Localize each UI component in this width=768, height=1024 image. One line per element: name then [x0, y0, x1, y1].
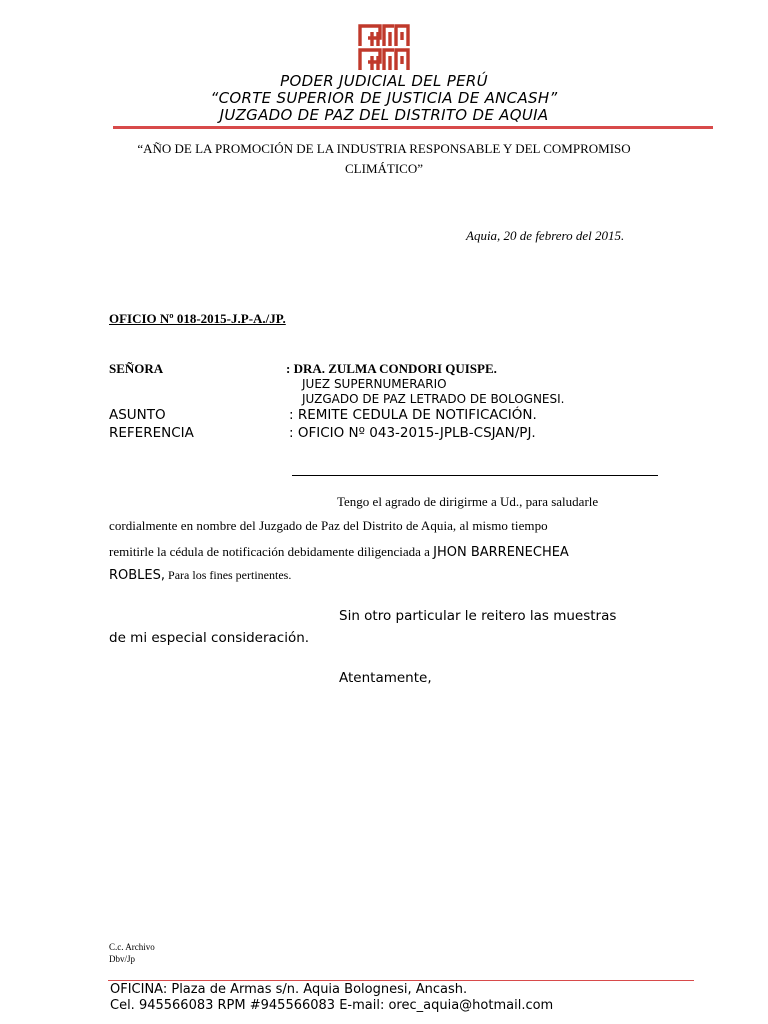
- footer-contact: Cel. 945566083 RPM #945566083 E-mail: orec_aquia@hotmail.com: [110, 998, 554, 1013]
- year-motto-line1: “AÑO DE LA PROMOCIÓN DE LA INDUSTRIA RESPONSABLE Y DEL COMPROMISO: [137, 141, 631, 156]
- recipient-label: SEÑORA: [109, 361, 164, 376]
- judiciary-logo-icon: [356, 22, 412, 74]
- body-p1-line3: [109, 541, 569, 560]
- separator-line: [292, 475, 658, 476]
- subject-label: ASUNTO: [109, 407, 166, 423]
- body-p1-line4-text: Para los fines pertinentes.: [165, 568, 292, 582]
- recipient-title: JUEZ SUPERNUMERARIO: [302, 377, 447, 391]
- body-p2-line2: de mi especial consideración.: [109, 630, 310, 646]
- footer-divider: [108, 980, 694, 981]
- body-p1-line4: [109, 564, 291, 583]
- year-motto-line2: CLIMÁTICO”: [345, 161, 423, 176]
- reference-value: : OFICIO Nº 043-2015-JPLB-CSJAN/PJ.: [289, 425, 536, 441]
- header-court: “CORTE SUPERIOR DE JUSTICIA DE ANCASH”: [210, 89, 558, 107]
- header-divider: [113, 126, 713, 129]
- closing: Atentamente,: [339, 670, 432, 686]
- body-p1-line2: cordialmente en nombre del Juzgado de Paz del Distrito de Aquia, al mismo tiempo: [109, 518, 548, 533]
- body-p1-line4-name: ROBLES,: [109, 568, 166, 583]
- header-institution: PODER JUDICIAL DEL PERÚ: [280, 72, 488, 90]
- footer-office-address: OFICINA: Plaza de Armas s/n. Aquia Bolognesi, Ancash.: [110, 982, 468, 997]
- cc-archive: C.c. Archivo: [109, 942, 155, 952]
- cc-initials: Dbv/Jp: [109, 954, 136, 964]
- recipient-name: : DRA. ZULMA CONDORI QUISPE.: [286, 361, 497, 376]
- body-p1-line3-text: remitirle la cédula de notificación debidamente diligenciada a: [109, 544, 434, 559]
- reference-label: REFERENCIA: [109, 425, 194, 441]
- recipient-office: JUZGADO DE PAZ LETRADO DE BOLOGNESI.: [302, 392, 565, 406]
- subject-value: : REMITE CEDULA DE NOTIFICACIÓN.: [289, 407, 537, 423]
- body-p1-line1: Tengo el agrado de dirigirme a Ud., para saludarle: [337, 494, 599, 509]
- oficio-number: OFICIO Nº 018-2015-J.P-A./JP.: [109, 311, 286, 326]
- body-p2-line1: Sin otro particular le reitero las muestras: [339, 608, 617, 624]
- document-date: Aquia, 20 de febrero del 2015.: [466, 228, 625, 243]
- header-court-office: JUZGADO DE PAZ DEL DISTRITO DE AQUIA: [219, 106, 549, 124]
- body-p1-line3-name: JHON BARRENECHEA: [433, 545, 569, 560]
